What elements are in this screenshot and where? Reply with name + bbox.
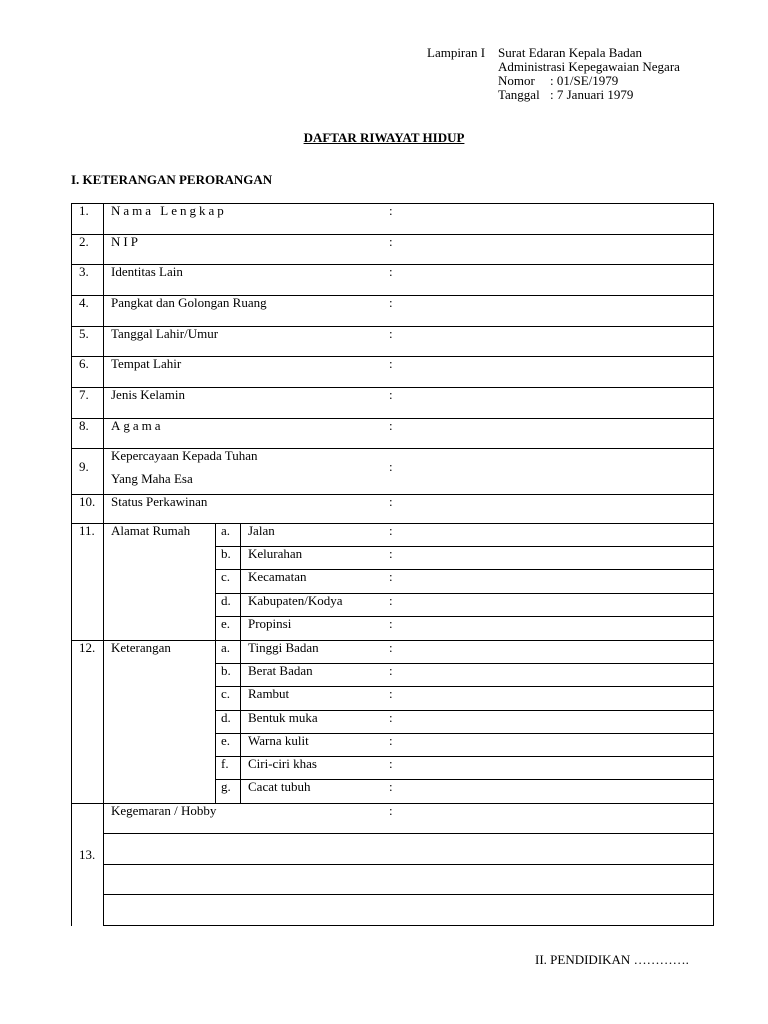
row-label: Identitas Lain bbox=[111, 264, 183, 279]
keterangan-item-label: Berat Badan bbox=[248, 663, 313, 678]
row-number: 7. bbox=[79, 387, 89, 402]
keterangan-item-letter: c. bbox=[221, 686, 231, 701]
row-number: 2. bbox=[79, 234, 89, 249]
alamat-item-colon: : bbox=[389, 523, 393, 538]
keterangan-item-letter: g. bbox=[221, 779, 231, 794]
row-number: 10. bbox=[79, 494, 96, 509]
keterangan-item-letter: a. bbox=[221, 640, 231, 655]
keterangan-item-letter: b. bbox=[221, 663, 231, 678]
row-number: 8. bbox=[79, 418, 89, 433]
subcol-rule bbox=[240, 640, 241, 803]
hobby-rule bbox=[103, 833, 714, 834]
alamat-item-letter: e. bbox=[221, 616, 231, 631]
row-number: 3. bbox=[79, 264, 89, 279]
subcol-rule bbox=[215, 640, 216, 803]
subcol-rule bbox=[240, 523, 241, 640]
lampiran-label: Lampiran I bbox=[427, 45, 486, 60]
row-label: Yang Maha Esa bbox=[111, 471, 193, 486]
row-colon: : bbox=[389, 356, 393, 371]
row-number: 4. bbox=[79, 295, 89, 310]
keterangan-item-label: Tinggi Badan bbox=[248, 640, 319, 655]
nomor-label: Nomor bbox=[498, 73, 535, 88]
alamat-item-colon: : bbox=[389, 593, 393, 608]
hobby-rule bbox=[103, 894, 714, 895]
alamat-label: Alamat Rumah bbox=[111, 523, 191, 538]
keterangan-item-letter: e. bbox=[221, 733, 231, 748]
keterangan-item-letter: d. bbox=[221, 710, 231, 725]
alamat-item-label: Kelurahan bbox=[248, 546, 303, 561]
row-number: 6. bbox=[79, 356, 89, 371]
keterangan-item-colon: : bbox=[389, 686, 393, 701]
nomor-value: : 01/SE/1979 bbox=[550, 73, 619, 88]
keterangan-item-label: Cacat tubuh bbox=[248, 779, 311, 794]
tanggal-value: : 7 Januari 1979 bbox=[550, 87, 634, 102]
hobby-label: Kegemaran / Hobby bbox=[111, 803, 217, 818]
alamat-item-label: Kecamatan bbox=[248, 569, 307, 584]
row-number: 1. bbox=[79, 203, 89, 218]
row-label: Nama Lengkap bbox=[111, 203, 227, 218]
alamat-item-colon: : bbox=[389, 546, 393, 561]
row-colon: : bbox=[389, 387, 393, 402]
row-label: Kepercayaan Kepada Tuhan bbox=[111, 448, 258, 463]
keterangan-item-colon: : bbox=[389, 710, 393, 725]
row-label: Tanggal Lahir/Umur bbox=[111, 326, 219, 341]
row-colon: : bbox=[389, 203, 393, 218]
keterangan-item-colon: : bbox=[389, 663, 393, 678]
alamat-item-label: Jalan bbox=[248, 523, 275, 538]
row-label: Jenis Kelamin bbox=[111, 387, 186, 402]
keterangan-item-label: Bentuk muka bbox=[248, 710, 318, 725]
subrow-rule bbox=[215, 686, 714, 687]
alamat-item-letter: d. bbox=[221, 593, 231, 608]
keterangan-item-colon: : bbox=[389, 640, 393, 655]
row-colon: : bbox=[389, 234, 393, 249]
alamat-item-letter: c. bbox=[221, 569, 231, 584]
alamat-item-label: Propinsi bbox=[248, 616, 292, 631]
hobby-rule bbox=[103, 864, 714, 865]
row-number: 9. bbox=[79, 459, 89, 474]
row-label: Pangkat dan Golongan Ruang bbox=[111, 295, 267, 310]
hobby-rule bbox=[103, 925, 714, 926]
header-line-1: Surat Edaran Kepala Badan bbox=[498, 45, 643, 60]
row-colon: : bbox=[389, 264, 393, 279]
hobby-colon: : bbox=[389, 803, 393, 818]
subcol-rule bbox=[215, 523, 216, 640]
alamat-item-letter: b. bbox=[221, 546, 231, 561]
keterangan-item-label: Warna kulit bbox=[248, 733, 309, 748]
keterangan-item-letter: f. bbox=[221, 756, 229, 771]
row-label: Agama bbox=[111, 418, 164, 433]
section-title: I. KETERANGAN PERORANGAN bbox=[71, 172, 273, 187]
alamat-item-letter: a. bbox=[221, 523, 231, 538]
alamat-item-colon: : bbox=[389, 616, 393, 631]
table-right-rule bbox=[713, 203, 714, 926]
keterangan-item-label: Rambut bbox=[248, 686, 290, 701]
footer-next-section: II. PENDIDIKAN …………. bbox=[535, 952, 689, 967]
row-label: NIP bbox=[111, 234, 141, 249]
tanggal-label: Tanggal bbox=[498, 87, 540, 102]
keterangan-number: 12. bbox=[79, 640, 96, 655]
hobby-number: 13. bbox=[79, 847, 96, 862]
page-title: DAFTAR RIWAYAT HIDUP bbox=[303, 130, 465, 145]
header-line-2: Administrasi Kepegawaian Negara bbox=[498, 59, 680, 74]
alamat-item-label: Kabupaten/Kodya bbox=[248, 593, 343, 608]
keterangan-item-colon: : bbox=[389, 733, 393, 748]
row-label: Tempat Lahir bbox=[111, 356, 182, 371]
row-colon: : bbox=[389, 295, 393, 310]
table-col-rule bbox=[103, 203, 104, 926]
alamat-number: 11. bbox=[79, 523, 95, 538]
row-number: 5. bbox=[79, 326, 89, 341]
row-colon: : bbox=[389, 459, 393, 474]
table-left-rule bbox=[71, 203, 72, 926]
row-colon: : bbox=[389, 326, 393, 341]
keterangan-label: Keterangan bbox=[111, 640, 171, 655]
row-label: Status Perkawinan bbox=[111, 494, 208, 509]
keterangan-item-label: Ciri-ciri khas bbox=[248, 756, 317, 771]
row-colon: : bbox=[389, 494, 393, 509]
keterangan-item-colon: : bbox=[389, 779, 393, 794]
keterangan-item-colon: : bbox=[389, 756, 393, 771]
row-colon: : bbox=[389, 418, 393, 433]
alamat-item-colon: : bbox=[389, 569, 393, 584]
